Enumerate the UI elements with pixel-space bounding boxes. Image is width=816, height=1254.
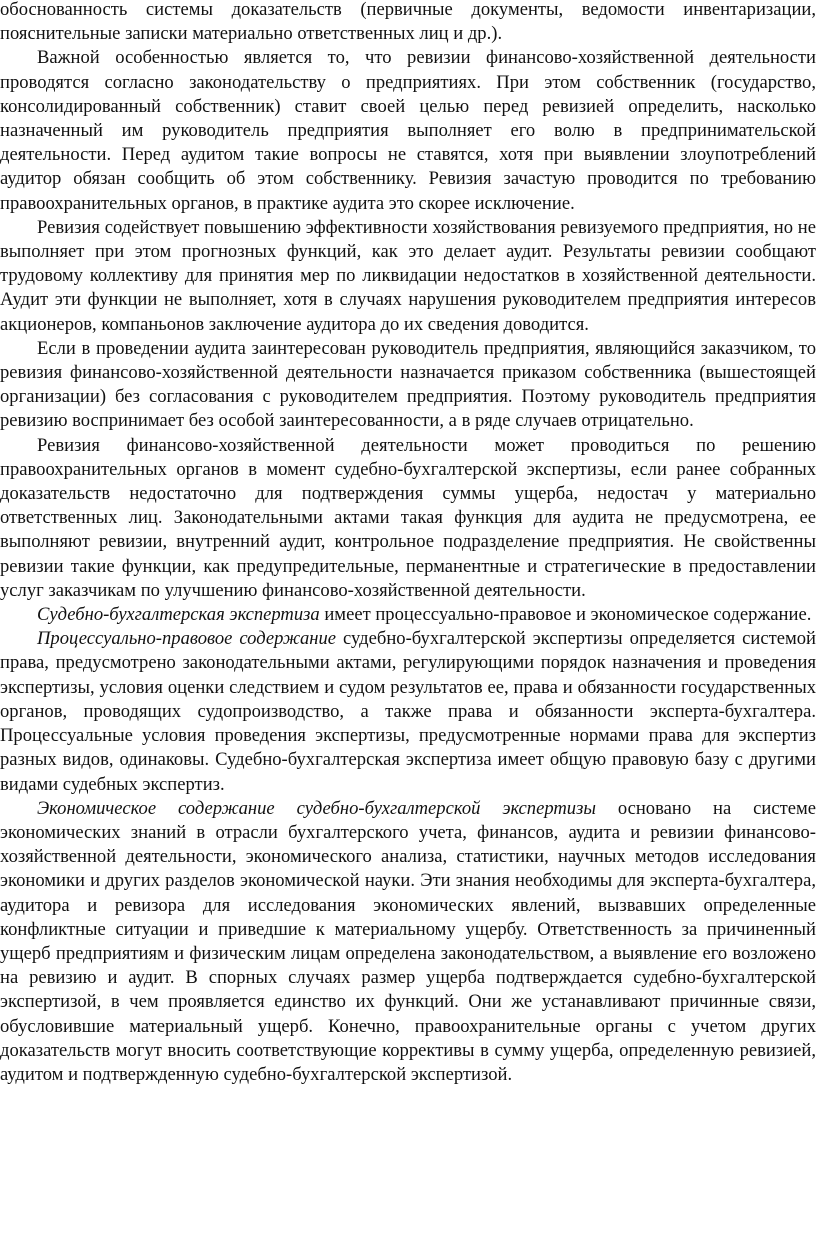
paragraph-7-text: судебно-бухгалтерской экспертизы определяется системой права, предусмотрено законодательными актами, регулирующими порядок назначения и проведения экспертизы, условия оценки следствием и судом результатов ее, права и обязанности государственных органов, проводящих судопроизводство, а также права и обязанности эксперта-бухгалтера. Процессуальные условия проведения экспертизы, предусмотренные нормами права для экспертиз разных видов, одинаковы. Судебно-бухгалтерская экспертиза имеет общую правовую базу с другими видами судебных экспертиз.	[0, 628, 816, 795]
paragraph-5	[0, 434, 816, 603]
paragraph-3	[0, 216, 816, 337]
paragraph-2	[0, 46, 816, 215]
paragraph-2-text: Важной особенностью является то, что ревизии финансово-хозяйственной деятельности проводятся согласно законодательству о предприятиях. При этом собственник (государство, консолидированный собственник) ставит своей целью перед ревизией определить, насколько назначенный им руководитель предприятия выполняет его волю в предпринимательской деятельности. Перед аудитом такие вопросы не ставятся, хотя при выявлении злоупотреблений аудитор обязан сообщить об этом собственнику. Ревизия зачастую проводится по требованию правоохранительных органов, в практике аудита это скорее исключение.	[0, 47, 816, 214]
paragraph-6-lead: Судебно-бухгалтерская экспертиза	[37, 604, 320, 626]
paragraph-1	[0, 0, 816, 46]
paragraph-6-text: имеет процессуально-правовое и экономическое содержание.	[319, 604, 812, 626]
paragraph-7-lead: Процессуально-правовое содержание	[37, 628, 337, 650]
paragraph-6	[0, 603, 816, 627]
paragraph-1-text: обоснованность системы доказательств (первичные документы, ведомости инвентаризации, пояснительные записки материально ответственных лиц и др.).	[0, 0, 816, 45]
paragraph-7	[0, 627, 816, 796]
paragraph-4	[0, 337, 816, 434]
paragraph-8	[0, 797, 816, 1087]
paragraph-4-text: Если в проведении аудита заинтересован руководитель предприятия, являющийся заказчиком, то ревизия финансово-хозяйственной деятельности назначается приказом собственника (вышестоящей организации) без согласования с руководителем предприятия. Поэтому руководитель предприятия ревизию воспринимает без особой заинтересованности, а в ряде случаев отрицательно.	[0, 337, 816, 432]
paragraph-5-text: Ревизия финансово-хозяйственной деятельности может проводиться по решению правоохранительных органов в момент судебно-бухгалтерской экспертизы, если ранее собранных доказательств недостаточно для подтверждения суммы ущерба, недостач у материально ответственных лиц. Законодательными актами такая функция для аудита не предусмотрена, ее выполняют ревизии, внутренний аудит, контрольное подразделение предприятия. Не свойственны ревизии такие функции, как предупредительные, перманентные и стратегические в предоставлении услуг заказчикам по улучшению финансово-хозяйственной деятельности.	[0, 434, 816, 601]
paragraph-8-lead: Экономическое содержание судебно-бухгалтерской экспертизы	[37, 797, 596, 819]
paragraph-3-text: Ревизия содействует повышению эффективности хозяйствования ревизуемого предприятия, но не выполняет при этом прогнозных функций, как это делает аудит. Результаты ревизии сообщают трудовому коллективу для принятия мер по ликвидации недостатков в хозяйственной деятельности. Аудит эти функции не выполняет, хотя в случаях нарушения руководителем предприятия интересов акционеров, компаньонов заключение аудитора до их сведения доводится.	[0, 216, 816, 335]
paragraph-8-text: основано на системе экономических знаний в отрасли бухгалтерского учета, финансов, аудита и ревизии финансово-хозяйственной деятельности, экономического анализа, статистики, научных методов исследования экономики и других разделов экономической науки. Эти знания необходимы для эксперта-бухгалтера, аудитора и ревизора для исследования экономических явлений, вызвавших определенные конфликтные ситуации и приведшие к материальному ущербу. Ответственность за причиненный ущерб предприятиям и физическим лицам определена законодательством, а выявление его возложено на ревизию и аудит. В спорных случаях размер ущерба подтверждается судебно-бухгалтерской экспертизой, в чем проявляется единство их функций. Они же устанавливают причинные связи, обусловившие материальный ущерб. Конечно, правоохранительные органы с учетом других доказательств могут вносить соответствующие коррективы в сумму ущерба, определенную ревизией, аудитом и подтвержденную судебно-бухгалтерской экспертизой.	[0, 797, 816, 1085]
